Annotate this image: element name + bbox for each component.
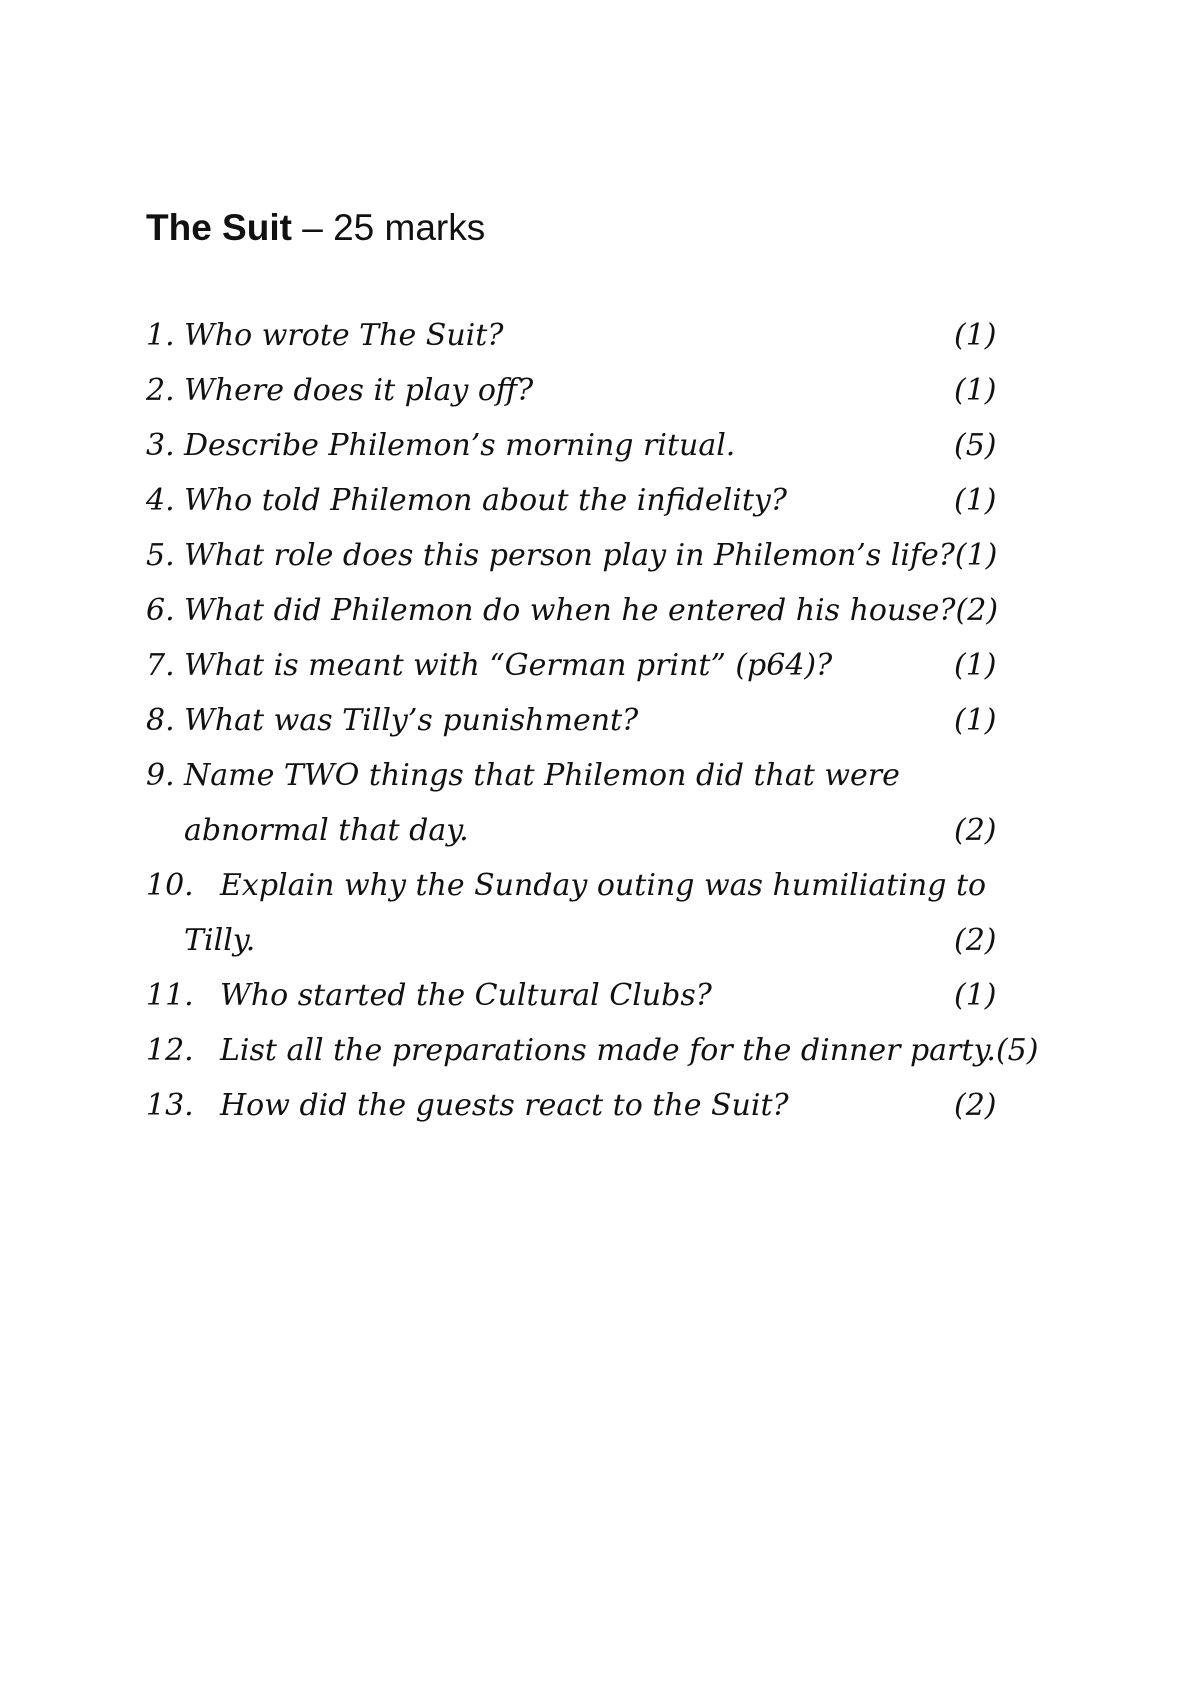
question-marks: (2) xyxy=(954,923,997,958)
question-marks: (1) xyxy=(954,483,997,518)
question-4 xyxy=(146,473,1046,528)
question-number: 4. xyxy=(146,483,175,518)
question-number: 13. xyxy=(146,1088,194,1123)
question-text-continued: abnormal that day. xyxy=(184,813,469,848)
question-number: 11. xyxy=(146,978,194,1013)
question-text-with-marks xyxy=(220,1023,1038,1078)
question-marks: (5) xyxy=(995,1033,1039,1068)
question-number: 8. xyxy=(146,703,175,738)
question-number: 9. xyxy=(146,758,175,793)
total-marks: 25 marks xyxy=(333,207,486,248)
question-marks: (1) xyxy=(954,373,997,408)
question-number: 6. xyxy=(146,593,175,628)
question-number: 10. xyxy=(146,868,194,903)
question-marks: (1) xyxy=(954,978,997,1013)
question-marks: (2) xyxy=(954,813,997,848)
question-9 xyxy=(146,748,1046,803)
question-8 xyxy=(146,693,1046,748)
question-text: Who started the Cultural Clubs? xyxy=(220,978,712,1013)
question-text: Where does it play off? xyxy=(184,373,534,408)
question-marks: (2) xyxy=(955,593,999,628)
question-text: What was Tilly’s punishment? xyxy=(184,703,639,738)
question-marks: (5) xyxy=(954,428,997,463)
question-text: Explain why the Sunday outing was humiliating to xyxy=(220,868,987,903)
question-number: 1. xyxy=(146,318,175,353)
question-text-with-marks xyxy=(184,583,998,638)
question-2 xyxy=(146,363,1046,418)
question-text: Name TWO things that Philemon did that were xyxy=(184,758,900,793)
question-number: 5. xyxy=(146,538,175,573)
question-text: Who wrote The Suit? xyxy=(184,318,504,353)
question-marks: (2) xyxy=(954,1088,997,1123)
question-11 xyxy=(146,968,1046,1023)
title-separator: – xyxy=(302,207,323,248)
title-text: The Suit xyxy=(146,207,292,248)
question-9-continued xyxy=(146,803,1046,858)
question-text: Who told Philemon about the infidelity? xyxy=(184,483,787,518)
question-7 xyxy=(146,638,1046,693)
question-text: What is meant with “German print” (p64)? xyxy=(184,648,833,683)
question-marks: (1) xyxy=(954,703,997,738)
question-list xyxy=(146,308,1046,1133)
question-10-continued xyxy=(146,913,1046,968)
question-number: 12. xyxy=(146,1033,194,1068)
question-marks: (1) xyxy=(954,538,998,573)
question-marks: (1) xyxy=(954,648,997,683)
question-number: 2. xyxy=(146,373,175,408)
question-text-with-marks xyxy=(184,528,997,583)
question-1 xyxy=(146,308,1046,363)
question-number: 3. xyxy=(146,428,175,463)
question-3 xyxy=(146,418,1046,473)
question-text: How did the guests react to the Suit? xyxy=(220,1088,789,1123)
question-5 xyxy=(146,528,1046,583)
question-number: 7. xyxy=(146,648,175,683)
question-10 xyxy=(146,858,1046,913)
question-text: List all the preparations made for the dinner party. xyxy=(220,1033,996,1068)
question-13 xyxy=(146,1078,1046,1133)
question-6 xyxy=(146,583,1046,638)
page-title xyxy=(146,205,485,251)
question-text: What role does this person play in Philemon’s life? xyxy=(184,538,955,573)
question-marks: (1) xyxy=(954,318,997,353)
question-text: What did Philemon do when he entered his house? xyxy=(184,593,956,628)
question-12 xyxy=(146,1023,1046,1078)
question-text: Describe Philemon’s morning ritual. xyxy=(184,428,736,463)
question-text-continued: Tilly. xyxy=(184,923,256,958)
